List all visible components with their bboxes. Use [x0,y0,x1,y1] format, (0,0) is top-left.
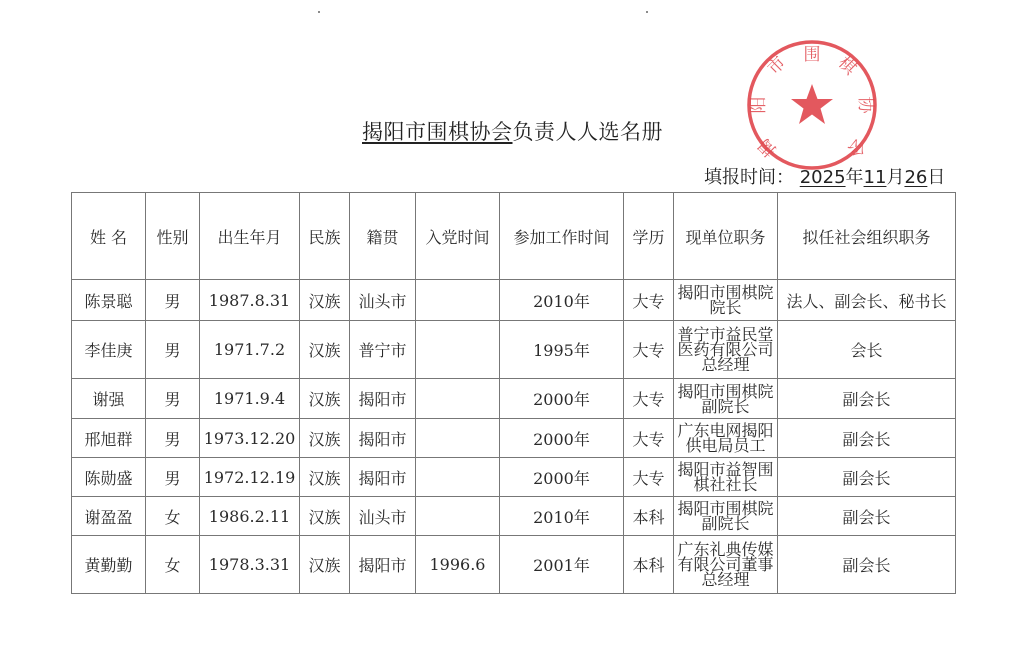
header-name: 姓 名 [72,193,146,280]
cell-gender: 男 [146,280,200,321]
cell-ethnicity: 汉族 [300,497,350,536]
fill-date-day: 26 [904,167,928,188]
position-line: 棋社社长 [693,475,758,494]
cell-name: 李佳庚 [72,321,146,379]
star-icon [791,84,833,124]
cell-education: 本科 [624,536,674,594]
cell-party-date: 1996.6 [416,536,500,594]
cell-ethnicity: 汉族 [300,379,350,419]
cell-current-position [674,321,778,379]
cell-current-position [674,280,778,321]
title-rest: 负责人人选名册 [512,120,663,144]
header-work-start: 参加工作时间 [500,193,624,280]
cell-name: 谢盈盈 [72,497,146,536]
position-line: 副院长 [701,514,750,533]
cell-name: 陈景聪 [72,280,146,321]
position-line: 揭阳市围棋院 [677,499,774,518]
cell-party-date [416,280,500,321]
year-suffix: 年 [845,167,864,188]
cell-birth: 1972.12.19 [200,458,300,497]
header-ethnicity: 民族 [300,193,350,280]
header-proposed-role: 拟任社会组织职务 [778,193,956,280]
cell-current-position [674,379,778,419]
header-birth: 出生年月 [200,193,300,280]
seal-char: 揭 [754,134,781,161]
cell-education: 大专 [624,419,674,458]
cell-proposed-role: 副会长 [778,419,956,458]
cell-origin: 揭阳市 [350,379,416,419]
cell-party-date [416,419,500,458]
seal-char: 围 [803,45,821,65]
cell-name: 谢强 [72,379,146,419]
cell-work-start: 2000年 [500,458,624,497]
cell-current-position [674,536,778,594]
table-row [72,536,956,594]
seal-char: 市 [763,52,791,80]
position-line: 副院长 [701,396,750,416]
position-line: 医药有限公司 [677,340,774,359]
position-line: 院长 [709,298,742,317]
table-row [72,379,956,419]
seal-char: 会 [843,134,870,161]
cell-birth: 1978.3.31 [200,536,300,594]
table-row [72,419,956,458]
cell-proposed-role: 副会长 [778,379,956,419]
header-gender: 性别 [146,193,200,280]
cell-education: 大专 [624,379,674,419]
title-organization: 揭阳市围棋协会 [362,120,513,144]
cell-proposed-role: 副会长 [778,536,956,594]
candidate-roster-table [71,192,956,594]
cell-work-start: 2001年 [500,536,624,594]
cell-origin: 汕头市 [350,280,416,321]
day-suffix: 日 [927,167,946,188]
header-education: 学历 [624,193,674,280]
cell-gender: 男 [146,419,200,458]
cell-origin: 汕头市 [350,497,416,536]
cell-ethnicity: 汉族 [300,536,350,594]
cell-ethnicity: 汉族 [300,280,350,321]
cell-current-position [674,497,778,536]
cell-origin: 揭阳市 [350,536,416,594]
seal-char: 协 [855,96,875,114]
fill-date-year: 2025 [799,167,846,188]
cell-work-start: 2010年 [500,280,624,321]
position-line: 有限公司董事 [677,555,774,574]
cell-origin: 普宁市 [350,321,416,379]
position-line: 普宁市益民堂 [677,325,774,344]
official-seal-icon [745,38,879,172]
cell-work-start: 2000年 [500,379,624,419]
cell-party-date [416,321,500,379]
table-row [72,321,956,379]
position-line: 揭阳市围棋院 [677,381,774,401]
position-line: 广东礼典传媒 [677,540,774,559]
cell-name: 黄勤勤 [72,536,146,594]
cell-work-start: 2000年 [500,419,624,458]
scan-speck [318,11,320,13]
month-suffix: 月 [886,167,905,188]
header-party-date: 入党时间 [416,193,500,280]
header-current-position: 现单位职务 [674,193,778,280]
table-row [72,458,956,497]
position-line: 广东电网揭阳 [677,421,774,440]
table-header-row [72,193,956,280]
cell-birth: 1971.9.4 [200,379,300,419]
cell-current-position [674,419,778,458]
cell-proposed-role: 副会长 [778,497,956,536]
cell-birth: 1973.12.20 [200,419,300,458]
cell-proposed-role: 副会长 [778,458,956,497]
cell-proposed-role: 会长 [778,321,956,379]
cell-education: 大专 [624,321,674,379]
cell-ethnicity: 汉族 [300,321,350,379]
cell-party-date [416,497,500,536]
header-origin: 籍贯 [350,193,416,280]
position-line: 供电局员工 [685,436,766,455]
cell-gender: 男 [146,458,200,497]
cell-education: 本科 [624,497,674,536]
cell-birth: 1987.8.31 [200,280,300,321]
seal-char: 阳 [749,96,769,114]
seal-char: 棋 [833,52,861,80]
cell-proposed-role: 法人、副会长、秘书长 [778,280,956,321]
position-line: 揭阳市围棋院 [677,283,774,302]
position-line: 总经理 [701,355,750,374]
cell-education: 大专 [624,280,674,321]
cell-ethnicity: 汉族 [300,419,350,458]
cell-work-start: 1995年 [500,321,624,379]
cell-name: 邢旭群 [72,419,146,458]
position-line: 总经理 [701,570,750,589]
cell-gender: 男 [146,379,200,419]
fill-date-label: 填报时间： [704,167,794,188]
document-title [362,116,663,146]
cell-ethnicity: 汉族 [300,458,350,497]
scan-speck [646,11,648,13]
cell-work-start: 2010年 [500,497,624,536]
cell-current-position [674,458,778,497]
cell-origin: 揭阳市 [350,458,416,497]
table-row [72,497,956,536]
cell-party-date [416,379,500,419]
cell-origin: 揭阳市 [350,419,416,458]
cell-gender: 男 [146,321,200,379]
position-line: 揭阳市益智围 [677,460,774,479]
cell-gender: 女 [146,536,200,594]
cell-birth: 1986.2.11 [200,497,300,536]
cell-party-date [416,458,500,497]
cell-birth: 1971.7.2 [200,321,300,379]
cell-name: 陈勋盛 [72,458,146,497]
cell-gender: 女 [146,497,200,536]
fill-date-month: 11 [863,167,887,188]
cell-education: 大专 [624,458,674,497]
table-row [72,280,956,321]
